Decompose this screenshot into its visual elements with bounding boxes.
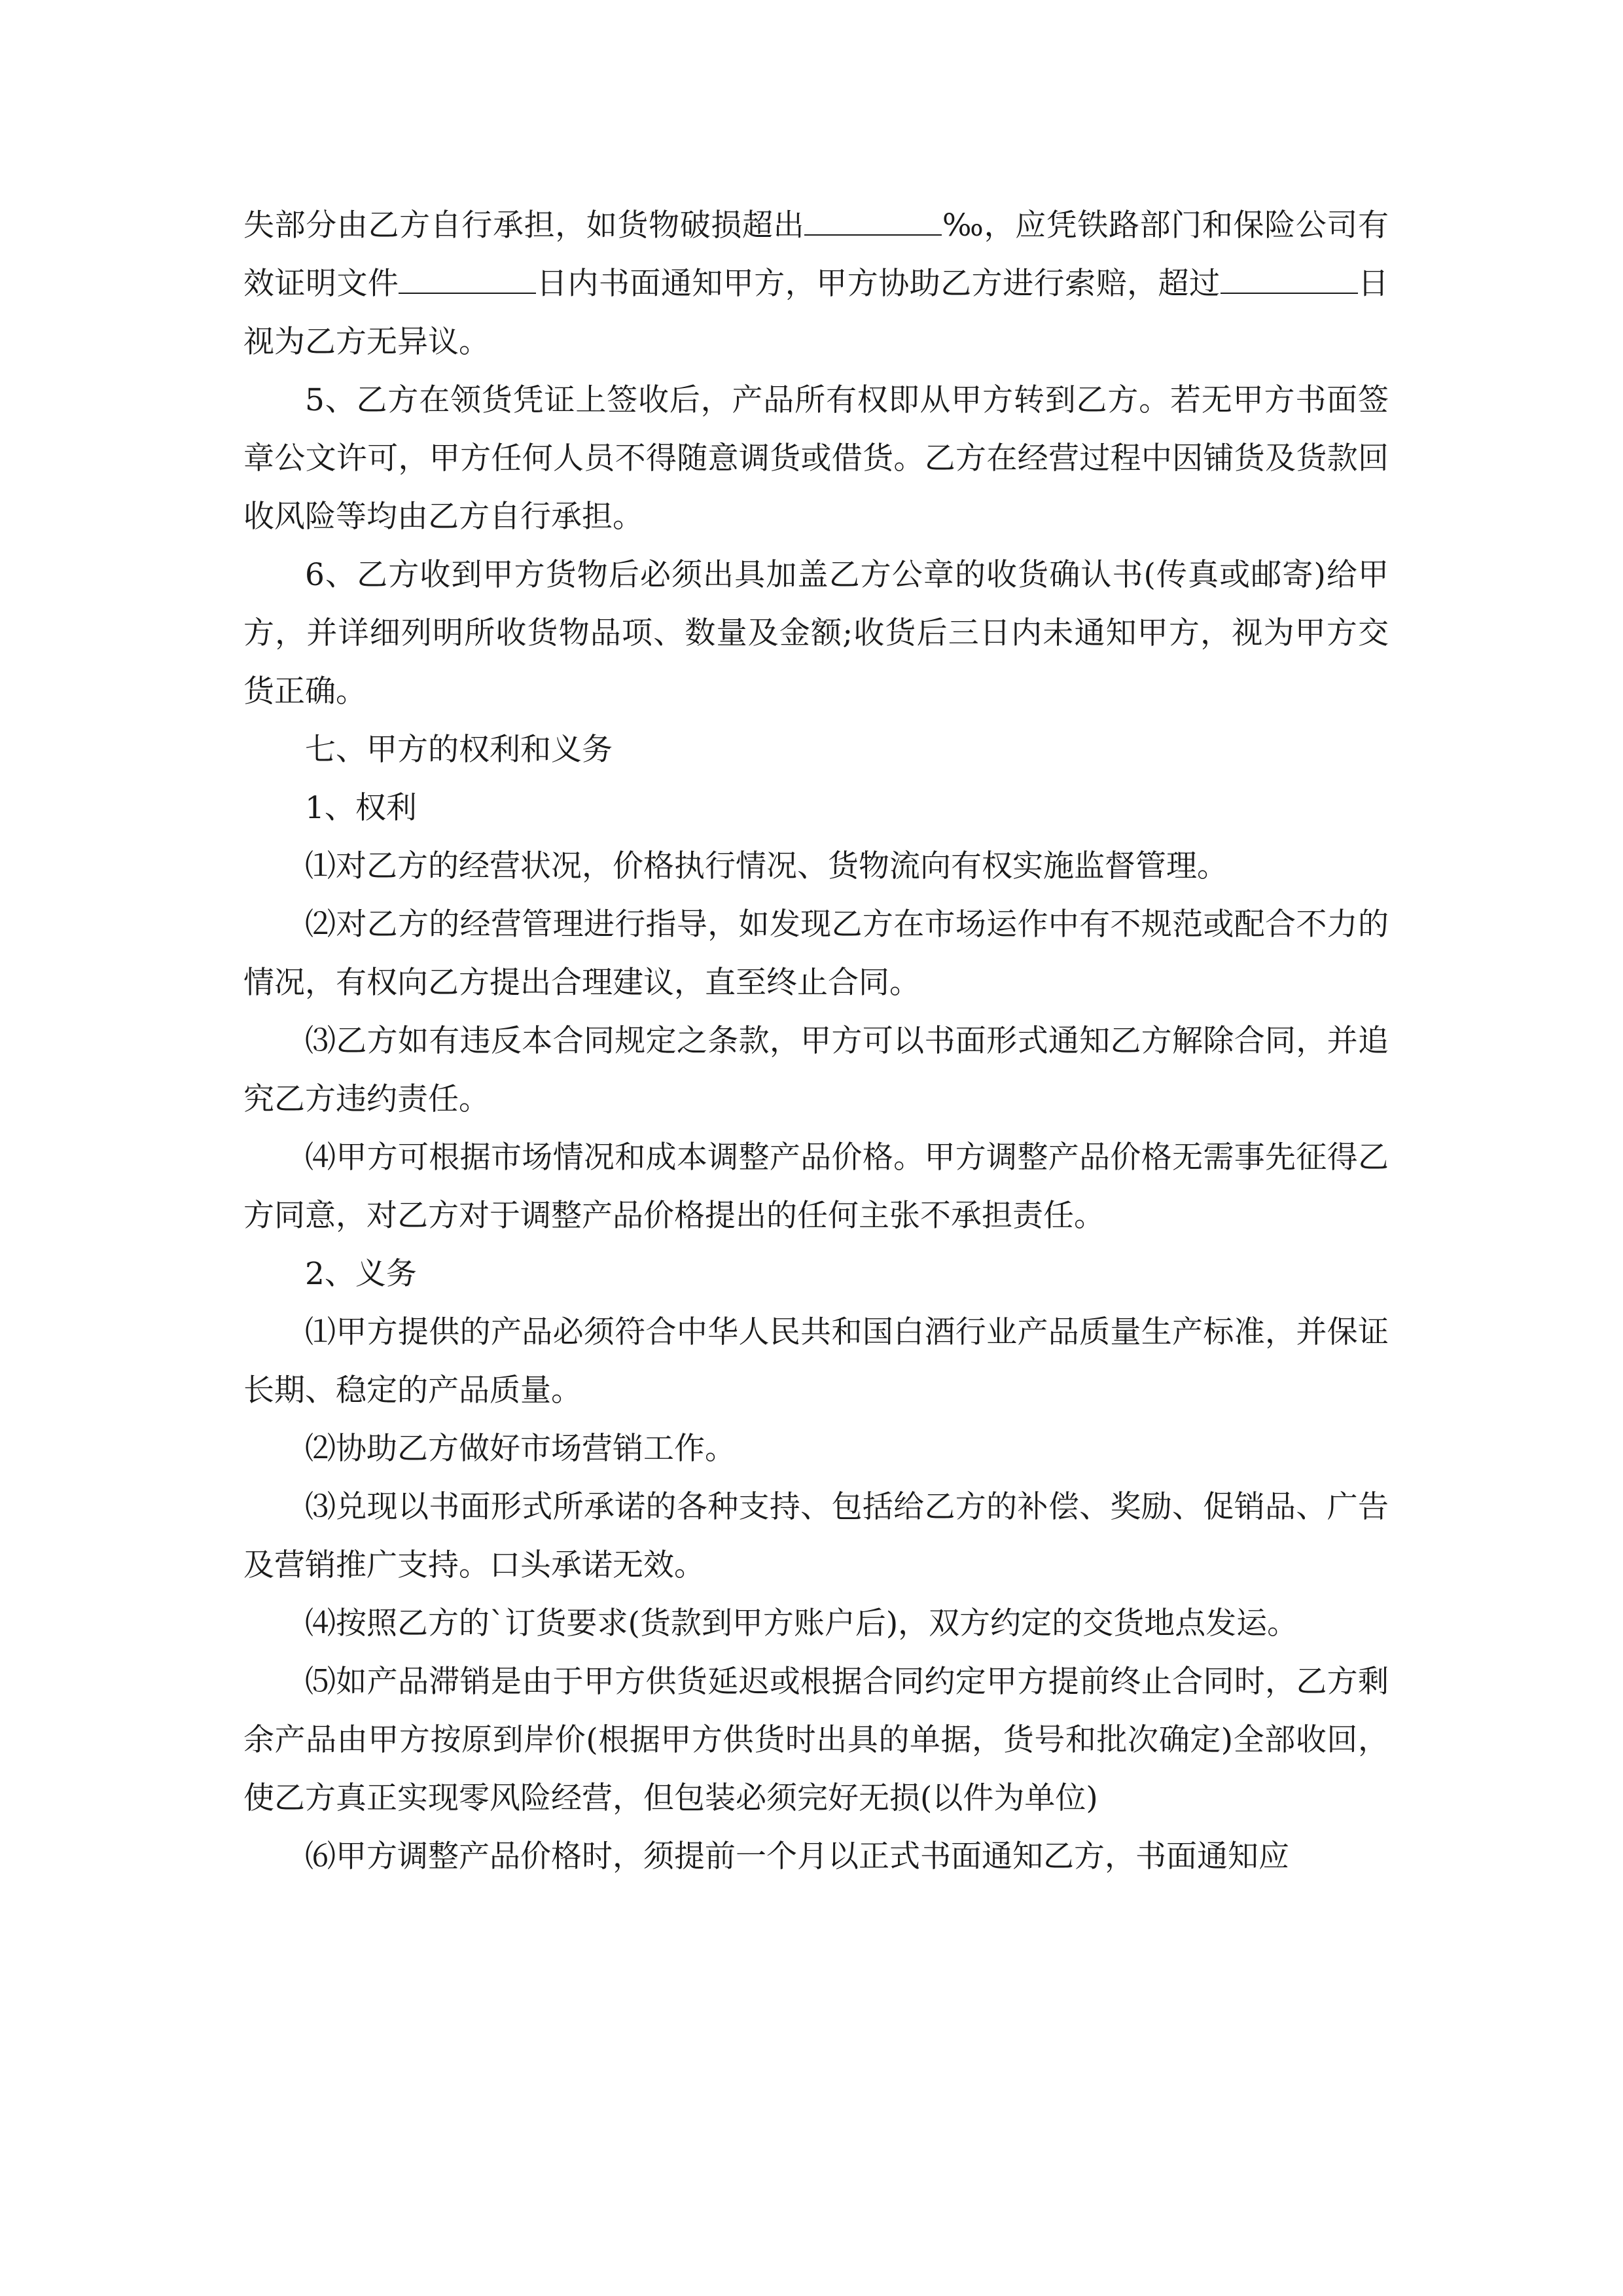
rights-item-3: ⑶乙方如有违反本合同规定之条款，甲方可以书面形式通知乙方解除合同，并追究乙方违约责任。 xyxy=(243,1023,1389,1117)
subheading-rights: 1、权利 xyxy=(305,790,417,826)
obligations-item-6: ⑹甲方调整产品价格时，须提前一个月以正式书面通知乙方，书面通知应 xyxy=(305,1839,1289,1874)
rights-item-2: ⑵对乙方的经营管理进行指导，如发现乙方在市场运作中有不规范或配合不力的情况，有权向乙方提出合理建议，直至终止合同。 xyxy=(243,906,1389,1001)
clause-5: 5、乙方在领货凭证上签收后，产品所有权即从甲方转到乙方。若无甲方书面签章公文许可，甲方任何人员不得随意调货或借货。乙方在经营过程中因铺货及货款回收风险等均由乙方自行承担。 xyxy=(243,382,1389,535)
obligations-item-5: ⑸如产品滞销是由于甲方供货延迟或根据合同约定甲方提前终止合同时，乙方剩余产品由甲方按原到岸价(根据甲方供货时出具的单据，货号和批次确定)全部收回，使乙方真正实现零风险经营，但包装必须完好无损(以件为单位) xyxy=(243,1664,1389,1816)
subheading-obligations: 2、义务 xyxy=(305,1256,417,1292)
obligations-item-3: ⑶兑现以书面形式所承诺的各种支持、包括给乙方的补偿、奖励、促销品、广告及营销推广支持。口头承诺无效。 xyxy=(243,1489,1389,1583)
paragraph-continued xyxy=(243,196,1389,371)
fill-in-blank xyxy=(1221,266,1358,294)
section-heading-7: 七、甲方的权利和义务 xyxy=(305,732,613,768)
fill-in-blank xyxy=(399,266,536,294)
obligations-item-2: ⑵协助乙方做好市场营销工作。 xyxy=(305,1431,736,1467)
text-segment: 日内书面通知甲方，甲方协助乙方进行索赔，超过 xyxy=(536,266,1221,302)
fill-in-blank xyxy=(804,208,942,236)
obligations-item-4: ⑷按照乙方的`订货要求(货款到甲方账户后)，双方约定的交货地点发运。 xyxy=(305,1605,1298,1641)
rights-item-1: ⑴对乙方的经营状况，价格执行情况、货物流向有权实施监督管理。 xyxy=(305,848,1228,884)
clause-6: 6、乙方收到甲方货物后必须出具加盖乙方公章的收货确认书(传真或邮寄)给甲方，并详细列明所收货物品项、数量及金额;收货后三日内未通知甲方，视为甲方交货正确。 xyxy=(243,557,1389,709)
text-segment: ‰，应凭铁路部门和保险公司有效证明文件 xyxy=(243,207,1389,302)
text-segment: 日视为乙方无异议。 xyxy=(243,266,1389,360)
rights-item-4: ⑷甲方可根据市场情况和成本调整产品价格。甲方调整产品价格无需事先征得乙方同意，对乙方对于调整产品价格提出的任何主张不承担责任。 xyxy=(243,1139,1389,1234)
obligations-item-1: ⑴甲方提供的产品必须符合中华人民共和国白酒行业产品质量生产标准，并保证长期、稳定的产品质量。 xyxy=(243,1314,1389,1408)
text-segment: 失部分由乙方自行承担，如货物破损超出 xyxy=(243,207,805,243)
document-page xyxy=(243,196,1389,1886)
